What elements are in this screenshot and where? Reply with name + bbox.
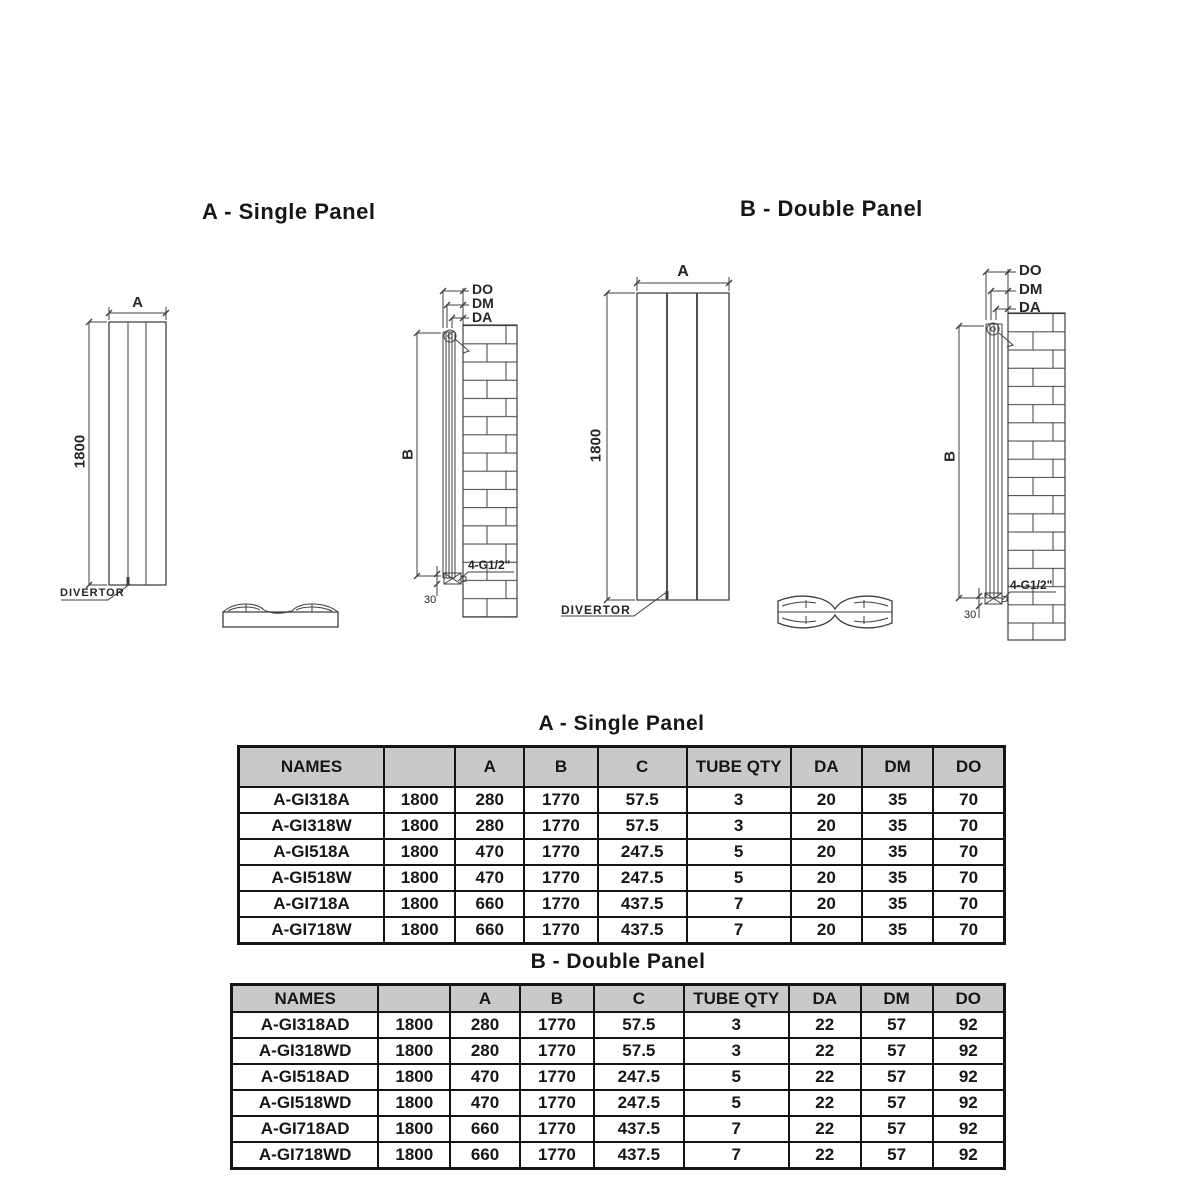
table-cell: 280 xyxy=(450,1038,520,1064)
table-cell: 20 xyxy=(791,839,862,865)
table-cell: 92 xyxy=(933,1012,1005,1038)
table-cell: 3 xyxy=(687,813,791,839)
table-cell: 57 xyxy=(861,1116,933,1142)
table-cell: 92 xyxy=(933,1090,1005,1116)
table-header-row xyxy=(239,747,1005,788)
table-cell: 1770 xyxy=(524,917,598,944)
table-cell: 92 xyxy=(933,1038,1005,1064)
table-cell: 1770 xyxy=(524,839,598,865)
table-cell: 57 xyxy=(861,1038,933,1064)
column-header: TUBE QTY xyxy=(687,747,791,788)
column-header: B xyxy=(520,985,594,1013)
table-cell: 1770 xyxy=(520,1142,594,1169)
double-divertor-label: DIVERTOR xyxy=(561,603,631,617)
column-header: DM xyxy=(862,747,933,788)
table-cell: 1770 xyxy=(520,1012,594,1038)
table-cell: 247.5 xyxy=(598,865,687,891)
table-cell: 92 xyxy=(933,1116,1005,1142)
table-cell: 5 xyxy=(687,839,791,865)
table-cell: A-GI718A xyxy=(239,891,385,917)
column-header: A xyxy=(450,985,520,1013)
table-cell: A-GI518W xyxy=(239,865,385,891)
single-do-label: DO xyxy=(472,281,493,297)
column-header: DO xyxy=(933,985,1005,1013)
table-cell: 35 xyxy=(862,787,933,813)
table-row xyxy=(232,1090,1005,1116)
column-header: A xyxy=(455,747,524,788)
column-header: C xyxy=(598,747,687,788)
table-cell: 437.5 xyxy=(594,1116,684,1142)
single-bottom-offset-label: 30 xyxy=(424,594,437,606)
table-cell: 7 xyxy=(684,1116,789,1142)
single-panel-top-view xyxy=(223,604,338,627)
table-cell: 57.5 xyxy=(598,813,687,839)
table-cell: 70 xyxy=(933,839,1004,865)
table-cell: 470 xyxy=(450,1064,520,1090)
table-cell: A-GI318WD xyxy=(232,1038,379,1064)
table-cell: 437.5 xyxy=(598,917,687,944)
table-cell: A-GI318AD xyxy=(232,1012,379,1038)
table-cell: 35 xyxy=(862,891,933,917)
table-cell: 1800 xyxy=(384,891,455,917)
table-cell: 20 xyxy=(791,917,862,944)
table-cell: 3 xyxy=(684,1038,789,1064)
table-row xyxy=(232,1038,1005,1064)
double-da-label: DA xyxy=(1019,299,1041,316)
table-row xyxy=(239,917,1005,944)
single-panel-spec-table xyxy=(237,745,1006,945)
single-da-label: DA xyxy=(472,309,493,325)
column-header: NAMES xyxy=(239,747,385,788)
single-thread-label: 4-G1/2" xyxy=(468,558,511,572)
table-cell: 22 xyxy=(789,1142,861,1169)
table-cell: A-GI518WD xyxy=(232,1090,379,1116)
table-cell: 3 xyxy=(687,787,791,813)
column-header: TUBE QTY xyxy=(684,985,789,1013)
table-cell: 1800 xyxy=(378,1116,450,1142)
table-cell: A-GI718WD xyxy=(232,1142,379,1169)
table-cell: 247.5 xyxy=(594,1090,684,1116)
table-row xyxy=(239,839,1005,865)
table-cell: 70 xyxy=(933,865,1004,891)
table-cell: 1770 xyxy=(524,813,598,839)
table-cell: 20 xyxy=(791,787,862,813)
table-cell: 92 xyxy=(933,1064,1005,1090)
table-cell: A-GI518AD xyxy=(232,1064,379,1090)
table-row xyxy=(232,1064,1005,1090)
table-cell: 22 xyxy=(789,1038,861,1064)
table-row xyxy=(232,1142,1005,1169)
single-divertor-label: DIVERTOR xyxy=(60,587,125,599)
column-header: DM xyxy=(861,985,933,1013)
table-cell: 1800 xyxy=(378,1064,450,1090)
table-row xyxy=(239,865,1005,891)
table-cell: 1800 xyxy=(378,1012,450,1038)
table-cell: 1770 xyxy=(520,1038,594,1064)
table-cell: 1800 xyxy=(378,1142,450,1169)
double-panel-top-view xyxy=(778,596,892,628)
table-cell: A-GI318A xyxy=(239,787,385,813)
table-row xyxy=(239,787,1005,813)
table-cell: A-GI318W xyxy=(239,813,385,839)
single-panel-table-section xyxy=(237,712,1006,945)
table-cell: 20 xyxy=(791,891,862,917)
table-cell: 280 xyxy=(455,787,524,813)
table-cell: 20 xyxy=(791,813,862,839)
table-cell: 247.5 xyxy=(594,1064,684,1090)
column-header: B xyxy=(524,747,598,788)
table-row xyxy=(232,1116,1005,1142)
table-header-row xyxy=(232,985,1005,1013)
table-cell: 5 xyxy=(684,1090,789,1116)
table-cell: 1770 xyxy=(520,1116,594,1142)
table-cell: 660 xyxy=(450,1116,520,1142)
table-cell: 57.5 xyxy=(594,1012,684,1038)
table-cell: 1770 xyxy=(524,787,598,813)
double-dm-label: DM xyxy=(1019,281,1043,298)
brick-wall xyxy=(463,325,517,617)
single-dm-label: DM xyxy=(472,295,494,311)
table-cell: 1800 xyxy=(378,1038,450,1064)
double-panel-drawing-title: B - Double Panel xyxy=(740,196,923,221)
table-cell: 1770 xyxy=(524,865,598,891)
table-cell: 70 xyxy=(933,787,1004,813)
single-front-width-label: A xyxy=(132,294,143,311)
table-cell: 57.5 xyxy=(594,1038,684,1064)
table-row xyxy=(232,1012,1005,1038)
single-panel-drawing-title: A - Single Panel xyxy=(202,199,376,224)
table-cell: 22 xyxy=(789,1012,861,1038)
table-row xyxy=(239,813,1005,839)
double-side-height-label: B xyxy=(941,451,959,462)
table-cell: 35 xyxy=(862,839,933,865)
single-panel-table-title: A - Single Panel xyxy=(538,712,705,735)
table-cell: 22 xyxy=(789,1116,861,1142)
table-cell: 35 xyxy=(862,865,933,891)
table-cell: 3 xyxy=(684,1012,789,1038)
table-cell: 470 xyxy=(455,839,524,865)
table-cell: 70 xyxy=(933,891,1004,917)
table-cell: 7 xyxy=(687,891,791,917)
table-cell: 70 xyxy=(933,813,1004,839)
table-cell: A-GI518A xyxy=(239,839,385,865)
column-header: NAMES xyxy=(232,985,379,1013)
table-cell: 57 xyxy=(861,1090,933,1116)
table-cell: 70 xyxy=(933,917,1004,944)
double-bottom-offset-label: 30 xyxy=(964,609,977,621)
table-cell: 57.5 xyxy=(598,787,687,813)
table-cell: 35 xyxy=(862,813,933,839)
table-cell: 1800 xyxy=(384,787,455,813)
table-cell: 5 xyxy=(687,865,791,891)
table-cell: 437.5 xyxy=(594,1142,684,1169)
table-cell: 470 xyxy=(455,865,524,891)
table-cell: 1800 xyxy=(384,813,455,839)
table-cell: 1800 xyxy=(378,1090,450,1116)
table-cell: 660 xyxy=(455,891,524,917)
column-header: DO xyxy=(933,747,1004,788)
table-cell: 660 xyxy=(455,917,524,944)
column-header xyxy=(378,985,450,1013)
table-cell: 7 xyxy=(684,1142,789,1169)
table-cell: 1770 xyxy=(520,1090,594,1116)
table-cell: 437.5 xyxy=(598,891,687,917)
table-cell: 470 xyxy=(450,1090,520,1116)
single-side-height-label: B xyxy=(399,449,417,460)
column-header: C xyxy=(594,985,684,1013)
double-panel-table-section xyxy=(230,950,1006,1170)
column-header xyxy=(384,747,455,788)
column-header: DA xyxy=(789,985,861,1013)
table-cell: 1800 xyxy=(384,839,455,865)
table-cell: 35 xyxy=(862,917,933,944)
double-thread-label: 4-G1/2" xyxy=(1010,578,1053,592)
table-cell: 1770 xyxy=(520,1064,594,1090)
double-front-height-label: 1800 xyxy=(587,428,605,463)
double-do-label: DO xyxy=(1019,262,1042,279)
table-cell: 1800 xyxy=(384,917,455,944)
table-cell: 22 xyxy=(789,1090,861,1116)
table-cell: 57 xyxy=(861,1012,933,1038)
table-cell: 57 xyxy=(861,1064,933,1090)
table-cell: A-GI718W xyxy=(239,917,385,944)
table-row xyxy=(239,891,1005,917)
table-cell: 1800 xyxy=(384,865,455,891)
table-cell: 57 xyxy=(861,1142,933,1169)
table-cell: 1770 xyxy=(524,891,598,917)
table-cell: 20 xyxy=(791,865,862,891)
table-cell: 22 xyxy=(789,1064,861,1090)
table-cell: 280 xyxy=(450,1012,520,1038)
column-header: DA xyxy=(791,747,862,788)
table-cell: 7 xyxy=(687,917,791,944)
table-cell: 5 xyxy=(684,1064,789,1090)
table-cell: 660 xyxy=(450,1142,520,1169)
double-front-width-label: A xyxy=(677,263,689,280)
double-panel-table-title: B - Double Panel xyxy=(530,950,706,973)
double-panel-spec-table xyxy=(230,983,1006,1170)
table-cell: 280 xyxy=(455,813,524,839)
table-cell: A-GI718AD xyxy=(232,1116,379,1142)
table-cell: 247.5 xyxy=(598,839,687,865)
table-cell: 92 xyxy=(933,1142,1005,1169)
single-front-height-label: 1800 xyxy=(71,434,89,469)
